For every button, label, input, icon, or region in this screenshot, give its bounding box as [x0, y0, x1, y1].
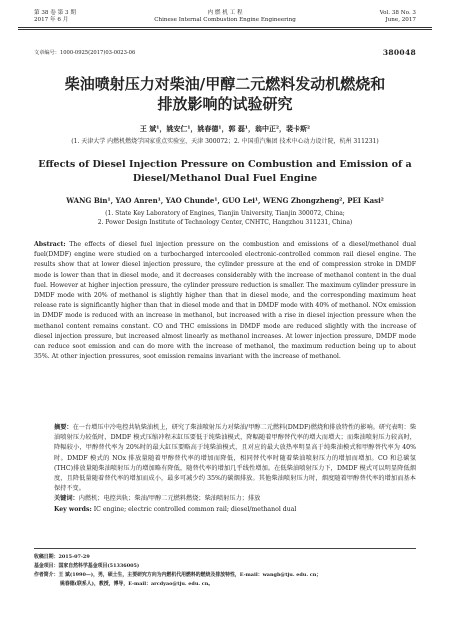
- title-cn-line-1: 柴油喷射压力对柴油/甲醇二元燃料发动机燃烧和: [64, 75, 386, 93]
- paper-title-cn: [0, 74, 450, 114]
- article-number: 文章编号：1000-0925(2017)03-0023-06: [34, 50, 136, 56]
- date-cn: 2017 年 6 月: [34, 17, 69, 23]
- keywords-cn: [54, 494, 416, 504]
- affiliation-en-1: (1. State Key Laboratory of Engines, Tianjin University, Tianjin 300072, China;: [105, 210, 345, 217]
- paper-title-en: [30, 158, 420, 186]
- affiliation-cn: (1. 天津大学 内燃机燃烧学国家重点实验室，天津 300072；2. 中国重汽集团 技术中心动力设计院，杭州 311231): [71, 138, 379, 145]
- footnote-received: 收稿日期：2015-07-29: [34, 554, 90, 560]
- title-cn-line-2: 排放影响的试验研究: [157, 95, 293, 113]
- footnote-corresponding: 姚春德(联系人)，教授，博导，E-mail：arcdyao@tju. edu. cn。: [60, 581, 214, 587]
- abstract-cn: [54, 423, 416, 515]
- affiliation-en-2: 2. Power Design Institute of Technology Center, CNHTC, Hangzhou 311231, China): [97, 219, 353, 226]
- keywords-en-label: Key words:: [54, 505, 92, 513]
- abstract-en-label: Abstract:: [34, 241, 66, 248]
- article-code: 380048: [382, 48, 416, 57]
- keywords-en: [54, 505, 416, 515]
- abstract-en-text: The effects of diesel fuel injection pressure on the combustion and emissions of a diesel/methanol dual fuel(DMDF) engine were studied on a turbocharged intercooled electronic-controlled common rail diesel engine. The results show that at lower diesel injection pressure, the cylinder pressure at the end of compression stroke in DMDF mode is lower than that in diesel mode, and it decreases considerably with the increase of methanol content in the dual fuel. However at higher injection pressure, the cylinder pressure reduction is smaller. The maximum cylinder pressure in DMDF mode with 20% of methanol is slightly higher than that in diesel mode, and the corresponding maximum heat release rate is significantly higher than that in diesel mode and that in DMDF mode with 40% of methanol. NOx emission in DMDF mode is reduced with an increase in methanol, but increased with a rise in diesel injection pressure when the methanol content remains constant. CO and THC emissions in DMDF mode are reduced slightly with the increase of diesel injection pressure, but increased almost linearly as methanol increases. At lower injection pressure, DMDF mode can reduce soot emission and can do more with the increase of methanol, the maximum reduction being up to about 35%. At other injection pressures, soot emission remains invariant with the increase of methanol.: [34, 241, 416, 361]
- journal-name-en: Chinese Internal Combustion Engine Engineering: [154, 17, 296, 23]
- authors-cn: 王 斌¹，姚安仁¹，姚春德¹，郭 磊¹，翁中正²，裴卡斯²: [139, 124, 311, 133]
- volume-cn: 第 38 卷 第 3 期: [34, 10, 76, 16]
- authors-en: WANG Bin¹, YAO Anren¹, YAO Chunde¹, GUO Lei¹, WENG Zhongzheng², PEI Kasi²: [66, 196, 384, 205]
- title-en-line-1: Effects of Diesel Injection Pressure on Combustion and Emission of a: [38, 159, 412, 170]
- keywords-cn-label: 关键词：: [54, 495, 79, 503]
- header-rule: [18, 27, 432, 28]
- keywords-cn-text: 内燃机；电控共轨；柴油/甲醇二元燃料燃烧；柴油喷射压力；排放: [78, 495, 261, 503]
- header-rule-thin: [18, 29, 432, 30]
- keywords-en-text: IC engine; electric controlled common rail; diesel/methanol dual: [93, 505, 297, 513]
- journal-name-cn: 内 燃 机 工 程: [207, 10, 243, 16]
- abstract-en: [34, 240, 416, 362]
- volume-en: Vol. 38 No. 3: [379, 10, 416, 16]
- affiliation-en: [0, 209, 450, 227]
- title-en-line-2: Diesel/Methanol Dual Fuel Engine: [132, 173, 318, 184]
- footnote-rule: [34, 548, 416, 549]
- abstract-cn-paragraph: [54, 423, 416, 494]
- abstract-cn-text: 在一台增压中冷电控共轨柴油机上，研究了柴油喷射压力对柴油/甲醇二元燃料(DMDF)燃烧和排放特性的影响。研究表明：柴油喷射压力较低时，DMDF 模式压缩冲程末缸压要低于纯柴油模式，降幅随着甲醇替代率的增大而增大；而柴油喷射压力较高时，降幅较小，甲醇替代率为 20%时的最大缸压要略高于纯柴油模式，且对应的最大放热率明显高于纯柴油模式和甲醇替代率为 40%时。DMDF 模式的 NOx 排放量随着甲醇替代率的增加而降低，相同替代率时随着柴油喷射压力的增加而增加。CO 和总碳氢(THC)排放量随柴油喷射压力的增加略有降低，随替代率的增加几乎线性增加。在低柴油喷射压力下，DMDF 模式可以明显降低烟度，且降低量随着替代率的增加而成小，最多可减少约 35%的碳烟排放。其他柴油喷射压力时，烟度随着甲醇替代率的增加而基本保持不变。: [54, 424, 417, 493]
- footnote-fund: 基金项目：国家自然科学基金项目(51336005): [34, 563, 140, 569]
- date-en: June, 2017: [385, 17, 416, 23]
- footnote-author: 作者简介：王 斌(1990—)，男，硕士生，主要研究方向为内燃机代用燃料的燃烧及排放特性，E-mail：wangb@tju. edu. cn；: [34, 572, 322, 578]
- abstract-cn-label: 摘要：: [54, 424, 73, 431]
- header-right: [380, 10, 416, 24]
